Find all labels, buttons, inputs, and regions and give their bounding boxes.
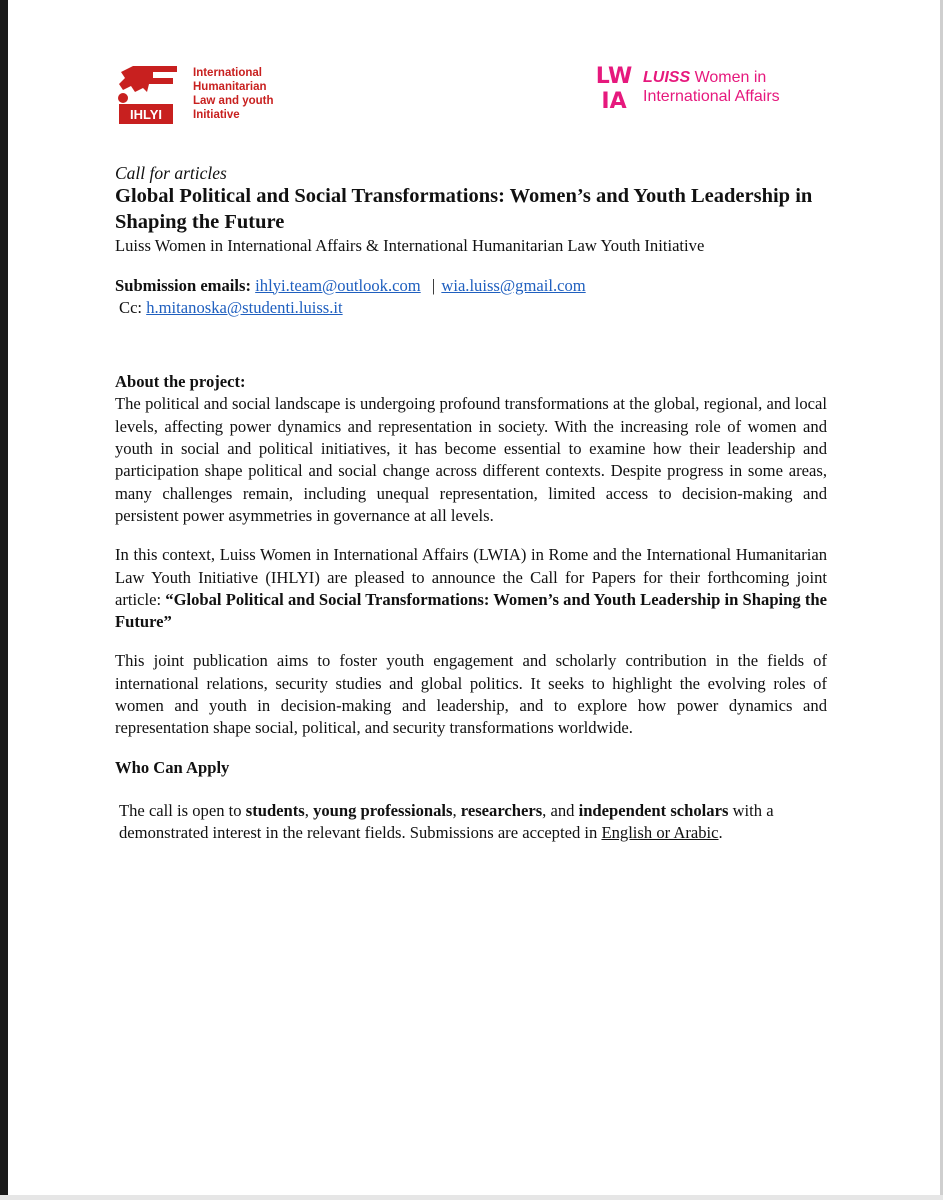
apply-text: , xyxy=(452,800,461,820)
ihlyi-name-line: Humanitarian xyxy=(193,81,267,93)
cc-label: Cc: xyxy=(119,297,143,317)
apply-text: with a demonstrated interest in the relevant fields. Submissions are accepted in xyxy=(119,800,774,843)
about-paragraph-2 xyxy=(115,544,827,633)
document-body xyxy=(115,162,827,845)
ihlyi-logo xyxy=(113,64,313,126)
apply-text: , xyxy=(304,800,314,820)
ihlyi-name xyxy=(193,66,274,122)
lwia-name-rest: Women in xyxy=(690,69,767,86)
who-can-apply-heading: Who Can Apply xyxy=(115,757,230,777)
about-paragraph-2-intro: In this context, Luiss Women in International Affairs (LWIA) in Rome and the International Humanitarian Law Youth Initiative (IHLYI) are pleased to announce the Call for Papers for their forthcoming joint article: xyxy=(115,545,827,609)
lwia-name-bold: LUISS xyxy=(643,69,691,86)
lwia-monogram-icon xyxy=(590,62,640,112)
email-separator: | xyxy=(431,275,436,295)
lwia-logo xyxy=(590,62,820,112)
ihlyi-emblem-icon xyxy=(113,64,191,126)
document-title: Global Political and Social Transformations: Women’s and Youth Leadership in Shaping the Future xyxy=(115,185,813,233)
apply-independent-scholars: independent scholars xyxy=(578,800,729,820)
apply-text: , and xyxy=(542,800,579,820)
ihlyi-name-line: Law and youth xyxy=(193,95,274,107)
about-paragraph-3: This joint publication aims to foster youth engagement and scholarly contribution in the fields of international relations, security studies and global politics. It seeks to highlight the evolving roles of women and youth in decision-making and leadership, and to explore how power dynamics and representation shape social, political, and security transformations worldwide. xyxy=(115,651,827,738)
about-paragraph-2-title: “Global Political and Social Transformations: Women’s and Youth Leadership in Shaping the Future” xyxy=(115,589,827,632)
ihlyi-abbr: IHLYI xyxy=(129,107,163,122)
lwia-mark-top: LW xyxy=(595,64,633,89)
apply-young-professionals: young professionals xyxy=(313,800,453,820)
page-bottom-edge xyxy=(0,1195,943,1200)
email-link-cc[interactable]: h.mitanoska@studenti.luiss.it xyxy=(146,297,343,317)
apply-students: students xyxy=(245,800,305,820)
submission-label: Submission emails: xyxy=(115,275,252,295)
email-link-ihlyi[interactable]: ihlyi.team@outlook.com xyxy=(255,275,421,295)
about-paragraph-1: The political and social landscape is undergoing profound transformations at the global, regional, and local levels, affecting power dynamics and representation in society. With the increasing role of women and youth in social and political initiatives, it has become essential to examine how their leadership and participation shape political and social change across different contexts. Despite progress in some areas, many challenges remain, including unequal representation, limited access to decision-making and persistent power asymmetries in governance at all levels. xyxy=(115,394,827,525)
document-subtitle: Luiss Women in International Affairs & International Humanitarian Law Youth Initiative xyxy=(115,236,705,256)
ihlyi-name-line: International xyxy=(193,67,263,79)
apply-languages: English or Arabic xyxy=(601,823,719,843)
apply-paragraph xyxy=(115,800,827,845)
apply-text: . xyxy=(718,823,723,843)
apply-text: The call is open to xyxy=(119,800,246,820)
lwia-name-line2: International Affairs xyxy=(643,88,780,105)
lwia-name xyxy=(643,68,780,106)
page-left-edge xyxy=(0,0,8,1200)
ihlyi-name-line: Initiative xyxy=(193,109,240,121)
apply-researchers: researchers xyxy=(460,800,543,820)
email-link-wia[interactable]: wia.luiss@gmail.com xyxy=(441,275,586,295)
lwia-mark-bottom: IA xyxy=(601,89,627,112)
submission-emails xyxy=(115,275,827,297)
call-kicker: Call for articles xyxy=(115,163,227,183)
cc-line xyxy=(115,297,827,319)
about-heading: About the project: xyxy=(115,372,246,392)
